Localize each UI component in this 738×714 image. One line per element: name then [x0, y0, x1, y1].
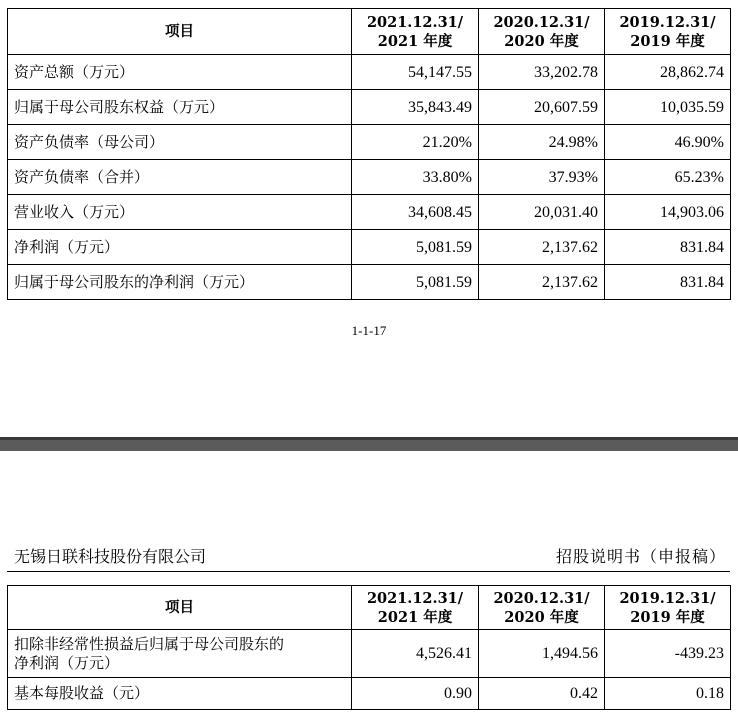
page-divider	[0, 437, 738, 451]
table-header-row	[8, 586, 731, 630]
cell-2021: 4,526.41	[352, 630, 479, 678]
row-label: 扣除非经常性损益后归属于母公司股东的 净利润（万元）	[8, 630, 352, 678]
header-2021: 2021.12.31/ 2021 年度	[352, 586, 479, 630]
cell-2019: -439.23	[605, 630, 731, 678]
table-row	[8, 125, 731, 160]
cell-2019: 0.18	[605, 678, 731, 710]
header-rule	[7, 571, 730, 572]
table-row	[8, 90, 731, 125]
cell-2020: 33,202.78	[479, 55, 605, 90]
cell-2019: 10,035.59	[605, 90, 731, 125]
cell-2019: 831.84	[605, 230, 731, 265]
header-item: 项目	[8, 586, 352, 630]
cell-2021: 5,081.59	[352, 265, 479, 300]
table-row	[8, 195, 731, 230]
table-row	[8, 230, 731, 265]
header-2021: 2021.12.31/ 2021 年度	[352, 9, 479, 55]
header-item: 项目	[8, 9, 352, 55]
row-label: 净利润（万元）	[8, 230, 352, 265]
cell-2020: 1,494.56	[479, 630, 605, 678]
company-name: 无锡日联科技股份有限公司	[14, 547, 207, 566]
table-header-row	[8, 9, 731, 55]
cell-2021: 21.20%	[352, 125, 479, 160]
cell-2020: 20,607.59	[479, 90, 605, 125]
cell-2020: 24.98%	[479, 125, 605, 160]
financial-table-1	[7, 8, 731, 300]
cell-2021: 54,147.55	[352, 55, 479, 90]
table-row	[8, 160, 731, 195]
table-row	[8, 630, 731, 678]
cell-2021: 5,081.59	[352, 230, 479, 265]
cell-2021: 35,843.49	[352, 90, 479, 125]
cell-2020: 2,137.62	[479, 230, 605, 265]
row-label: 资产总额（万元）	[8, 55, 352, 90]
cell-2019: 14,903.06	[605, 195, 731, 230]
cell-2021: 34,608.45	[352, 195, 479, 230]
table-row	[8, 55, 731, 90]
cell-2021: 33.80%	[352, 160, 479, 195]
row-label: 基本每股收益（元）	[8, 678, 352, 710]
cell-2020: 20,031.40	[479, 195, 605, 230]
row-label: 资产负债率（母公司）	[8, 125, 352, 160]
header-2020: 2020.12.31/ 2020 年度	[479, 586, 605, 630]
header-2019: 2019.12.31/ 2019 年度	[605, 586, 731, 630]
cell-2020: 0.42	[479, 678, 605, 710]
row-label: 资产负债率（合并）	[8, 160, 352, 195]
cell-2020: 2,137.62	[479, 265, 605, 300]
row-label: 营业收入（万元）	[8, 195, 352, 230]
row-label: 归属于母公司股东权益（万元）	[8, 90, 352, 125]
cell-2019: 28,862.74	[605, 55, 731, 90]
row-label: 归属于母公司股东的净利润（万元）	[8, 265, 352, 300]
table-row	[8, 678, 731, 710]
cell-2020: 37.93%	[479, 160, 605, 195]
table-row	[8, 265, 731, 300]
cell-2021: 0.90	[352, 678, 479, 710]
header-2020: 2020.12.31/ 2020 年度	[479, 9, 605, 55]
financial-table-2	[7, 585, 731, 710]
page-number: 1-1-17	[351, 323, 387, 338]
cell-2019: 46.90%	[605, 125, 731, 160]
header-2019: 2019.12.31/ 2019 年度	[605, 9, 731, 55]
cell-2019: 65.23%	[605, 160, 731, 195]
document-title: 招股说明书（申报稿）	[555, 547, 726, 566]
cell-2019: 831.84	[605, 265, 731, 300]
